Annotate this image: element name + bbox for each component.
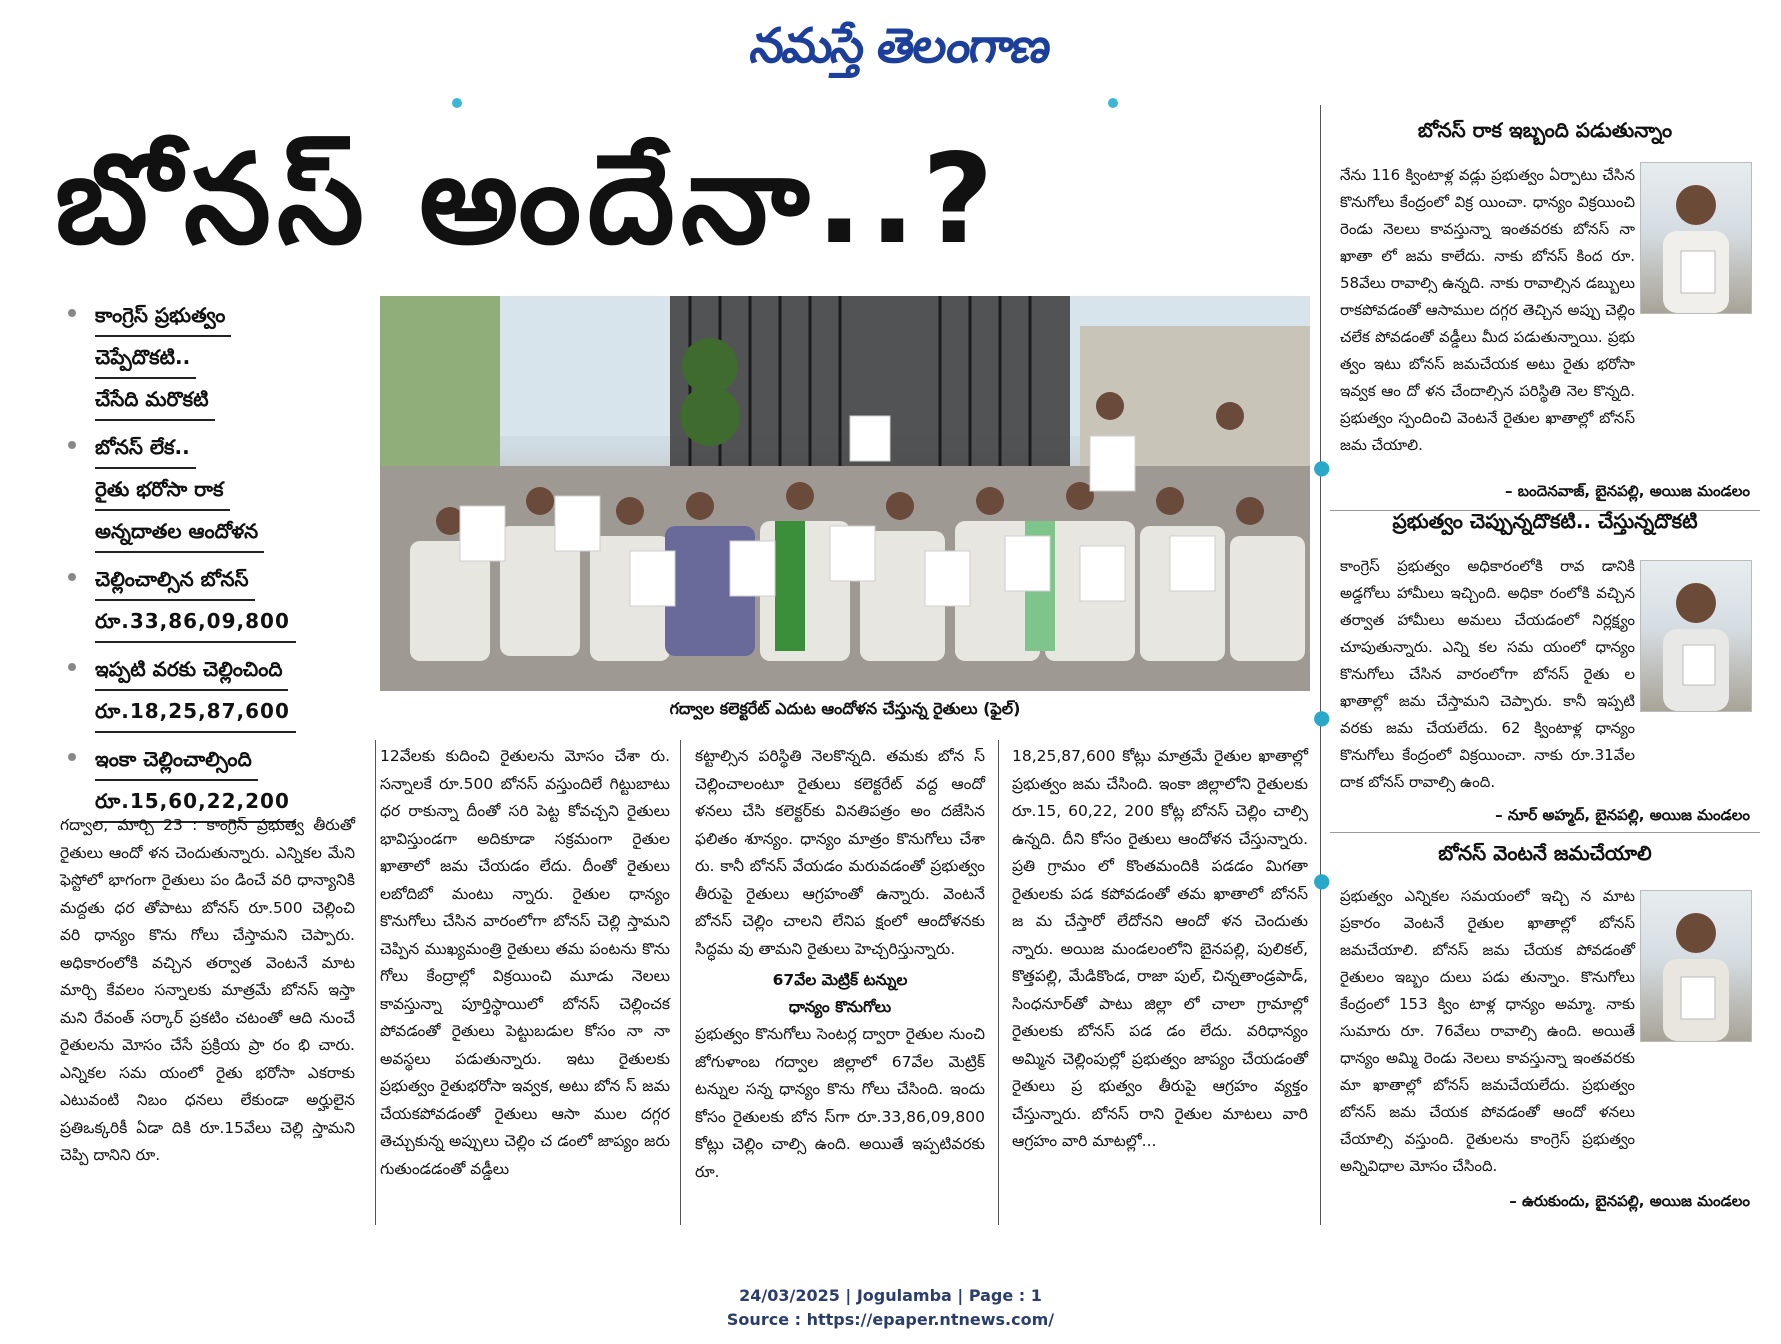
highlight-line: రైతు భరోసా రాక [95, 469, 230, 511]
footer-source-link[interactable]: Source : https://epaper.ntnews.com/ [726, 1310, 1055, 1329]
portrait-illustration [1641, 891, 1751, 1041]
article-column-1 [60, 812, 355, 1170]
sidebar-quote-signature: – ఉరుకుందు, బైనపల్లి, అయిజ మండలం [1509, 1192, 1750, 1210]
highlight-item [60, 295, 320, 421]
highlight-line: చెప్పేదొకటి.. [95, 337, 196, 379]
column-divider [680, 740, 681, 1225]
highlight-line: కాంగ్రెస్‌ ప్రభుత్వం [95, 295, 231, 337]
farmer-portrait [1640, 560, 1752, 712]
photo-illustration [380, 296, 1310, 691]
farmers-protest-photo [380, 296, 1310, 691]
leaf-icon: ● [1313, 868, 1331, 892]
sidebar-quote-title: బోనస్‌ వెంటనే జమచేయాలి [1438, 841, 1652, 865]
footer-edition-info: 24/03/2025 | Jogulamba | Page : 1 [739, 1286, 1042, 1305]
portrait-illustration [1641, 561, 1751, 711]
sidebar-quote-title: బోనస్‌ రాక ఇబ్బంది పడుతున్నాం [1417, 118, 1673, 142]
article-subhead [695, 967, 985, 1021]
farmer-portrait [1640, 162, 1752, 314]
highlight-item [60, 559, 320, 643]
highlight-amount: రూ.15,60,22,200 [95, 781, 296, 823]
highlight-amount: రూ.33,86,09,800 [95, 601, 296, 643]
sidebar-divider [1320, 105, 1321, 1225]
sidebar-quote-signature: – బందెనవాజ్‌, బైనపల్లి, అయిజ మండలం [1505, 482, 1750, 500]
sidebar-quote-text: నేను 116 క్వింటాళ్ల వడ్లు ప్రభుత్వం ఏర్పాటు చేసిన కొనుగోలు కేంద్రంలో విక్ర యించా. ధాన్యం విక్రయించి రెండు నెలలు కావస్తున్నా ఇంతవరకు బోనస్‌ నా ఖాతా లో జమ కాలేదు. నాకు బోనస్‌ కింద రూ. 58వేలు రావాల్సి ఉన్నది. నాకు రావాల్సిన డబ్బులు రాకపోవడంతో ఆసాముల దగ్గర తెచ్చిన అప్పు చెల్లిం చలేక పోవడంతో వడ్డీలు మీద పడుతున్నాయి. ప్రభు త్వం ఇటు బోనస్‌ జమచేయక అటు రైతు భరోసా ఇవ్వక ఆం దో ళన చేందాల్సిన పరిస్థితి నెల కొన్నది. ప్రభుత్వం స్పందించి వెంటనే రైతుల ఖాతాల్లో బోనస్‌ జమ చేయాలి. [1340, 166, 1635, 454]
article-column-4 [1012, 743, 1308, 1156]
highlight-line: అన్నదాతల ఆందోళన [95, 511, 264, 553]
decorative-dot [452, 98, 462, 108]
subhead-line: ధాన్యం కొనుగోలు [788, 998, 892, 1016]
article-text: గద్వాల, మార్చి 23 : కాంగ్రెస్‌ ప్రభుత్వ తీరుతో రైతులు ఆందో ళన చెందుతున్నారు. ఎన్నికల మేని ఫెస్టోలో భాగంగా రైతులు పం డించే వరి ధాన్యానికి మద్దతు ధర తోపాటు బోనస్‌ రూ.500 చెల్లించి వరి ధాన్యం కొను గోలు చేస్తామని చెప్పారు. అధికారంలోకి వచ్చిన తర్వాత వెంటనే మాట మార్చి కేవలం సన్నాలకు మాత్రమే బోనస్‌ ఇస్తా మని రేవంత్‌ సర్కార్‌ ప్రకటిం చటంతో ఆది నుంచే రైతులను మోసం చేసే ప్రక్రియ ప్రా రం భి చారు. ఎన్నికల సమ యంలో రైతు భరోసా ఎకరాకు ఎటువంటి నిబం ధనలు లేకుండా అర్హులైన ప్రతిఒక్కరికీ ఏడా దికి రూ.15వేలు చెల్లి స్తామని చెప్పి దానిని రూ. [60, 816, 355, 1164]
portrait-illustration [1641, 163, 1751, 313]
highlight-line: ఇంకా చెల్లించాల్సింది [95, 739, 258, 781]
highlights-list [60, 295, 320, 829]
subhead-line: 67వేల మెట్రిక్‌ టన్నుల [772, 971, 908, 989]
highlight-line: బోనస్‌ లేక.. [95, 427, 196, 469]
article-text: ప్రభుత్వం కొనుగోలు సెంటర్ల ద్వారా రైతుల నుంచి జోగుళాంబ గద్వాల జిల్లాలో 67వేల మెట్రిక్‌ టన్నుల సన్న ధాన్యం కొను గోలు చేసింది. ఇందు కోసం రైతులకు బోన స్‌గా రూ.33,86,09,800 కోట్లు చెల్లిం చాల్సి ఉంది. అయితే ఇప్పటివరకు రూ. [695, 1025, 985, 1181]
column-divider [375, 740, 376, 1225]
headline: బోనస్‌ అందేనా..? [55, 128, 1000, 272]
sidebar-quote-text: ప్రభుత్వం ఎన్నికల సమయంలో ఇచ్చి న మాట ప్రకారం వెంటనే రైతుల ఖాతాల్లో బోనస్‌ జమచేయాలి. బోనస్‌ జమ చేయక పోవడంతో రైతులం ఇబ్బం దులు పడు తున్నాం. కొనుగోలు కేంద్రంలో 153 క్విం టాళ్ల ధాన్యం అమ్మా. నాకు సుమారు రూ. 76వేలు రావాల్సి ఉంది. అయితే ధాన్యం అమ్మి రెండు నెలలు కావస్తున్నా ఇంతవరకు మా ఖాతాల్లో బోనస్‌ జమచేయలేదు. ప్రభుత్వం బోనస్‌ జమ చేయక పోవడంతో ఆందో ళనలు చేయాల్సి వస్తుంది. రైతులను కాంగ్రెస్‌ ప్రభుత్వం అన్నివిధాల మోసం చేసింది. [1340, 887, 1635, 1175]
article-column-2 [380, 743, 670, 1183]
highlight-line: ఇప్పటి వరకు చెల్లించింది [95, 649, 288, 691]
farmer-portrait [1640, 890, 1752, 1042]
decorative-dot [1108, 98, 1118, 108]
article-text: 18,25,87,600 కోట్లు మాత్రమే రైతుల ఖాతాల్లో ప్రభుత్వం జమ చేసింది. ఇంకా జిల్లాలోని రైతులకు రూ.15, 60,22, 200 కోట్ల బోనస్‌ చెల్లిం చాల్సి ఉన్నది. దీని కోసం రైతులు ఆందోళన చేస్తున్నారు. ప్రతి గ్రామం లో కొంతమందికి పడడం మిగతా రైతులకు పడ కపోవడంతో తమ ఖాతాలో బోనస్‌ జ మ చేస్తారో లేదోనని ఆందో ళన చెందుతు న్నారు. అయిజ మండలంలోని బైనపల్లి, పులికల్‌, కొత్తపల్లి, మేడికొండ, రాజా పుల్‌, చిన్నతాండ్రపాడ్‌, సింధనూర్‌తో పాటు జిల్లా లో చాలా గ్రామాల్లో రైతులకు బోనస్‌ పడ డం లేదు. వరిధాన్యం అమ్మిన చెల్లింపుల్లో ప్రభుత్వం జాప్యం చేయడంతో రైతులు ప్ర భుత్వం తీరుపై ఆగ్రహం వ్యక్తం చేస్తున్నారు. బోనస్‌ రాని రైతుల మాటలు వారి ఆగ్రహం వారి మాటల్లో... [1012, 747, 1308, 1150]
masthead-logo: నమస్తే తెలంగాణ [746, 18, 1054, 74]
column-divider [998, 740, 999, 1225]
highlight-line: చేసేది మరొకటి [95, 379, 215, 421]
highlight-line: చెల్లించాల్సిన బోనస్‌ [95, 559, 255, 601]
highlight-item [60, 739, 320, 823]
photo-caption: గద్వాల కలెక్టరేట్‌ ఎదుట ఆందోళన చేస్తున్న రైతులు (ఫైల్‌) [669, 699, 1021, 718]
article-column-3 [695, 743, 985, 1186]
highlight-amount: రూ.18,25,87,600 [95, 691, 296, 733]
sidebar-quote-title: ప్రభుత్వం చెప్పున్నదొకటి.. చేస్తున్నదొకటి [1392, 509, 1698, 533]
article-text: కట్టాల్సిన పరిస్థితి నెలకొన్నది. తమకు బోన స్‌ చెల్లించాలంటూ రైతులు కలెక్టరేట్‌ వద్ద ఆందో ళనలు చేసి కలెక్టర్‌కు వినతిపత్రం అం దజేసిన ఫలితం శూన్యం. ధాన్యం మాత్రం కొనుగోలు చేశా రు. కానీ బోనస్‌ వేయడం మరువడంతో ప్రభుత్వం తీరుపై రైతులు ఆగ్రహంతో ఉన్నారు. వెంటనే బోనస్‌ చెల్లిం చాలని లేనిప క్షంలో ఆందోళనకు సిద్ధమ వు తామని రైతులు హెచ్చరిస్తున్నారు. [695, 747, 985, 958]
highlight-item [60, 649, 320, 733]
sidebar-quote-text: కాంగ్రెస్‌ ప్రభుత్వం అధికారంలోకి రావ డానికి అడ్డగోలు హామీలు ఇచ్చింది. అధికా రంలోకి వచ్చిన తర్వాత హామీలు అమలు చేయడంలో నిర్లక్ష్యం చూపుతున్నారు. ఎన్ని కల సమ యంలో ధాన్యం కొనుగోలు చేసిన వారంలోగా బోనస్‌ రైతు ల ఖాతాల్లో జమ చేస్తామని చెప్పారు. కానీ ఇప్పటి వరకు జమ చేయలేదు. 62 క్వింటాళ్ల ధాన్యం కొనుగోలు కేంద్రంలో విక్రయించా. నాకు రూ.31వేల దాక బోనస్‌ రావాల్సి ఉంది. [1340, 557, 1635, 791]
leaf-icon: ● [1313, 705, 1331, 729]
sidebar-quote-signature: – నూర్‌ అహ్మద్‌, బైనపల్లి, అయిజ మండలం [1495, 806, 1750, 824]
highlight-item [60, 427, 320, 553]
article-text: 12వేలకు కుదించి రైతులను మోసం చేశా రు. సన్నాలకే రూ.500 బోనస్‌ వస్తుందిలే గిట్టుబాటు ధర రాకున్నా దీంతో సరి పెట్ట కోవచ్చని రైతులు భావిస్తుండగా అదికూడా సక్రమంగా రైతుల ఖాతాలో జమ చేయడం లేదు. దీంతో రైతులు లబోదిబో మంటు న్నారు. రైతుల ధాన్యం కొనుగోలు చేసిన వారంలోగా బోనస్‌ చెల్లి స్తామని చెప్పిన ముఖ్యమంత్రి రైతులు తమ పంటను కొను గోలు కేంద్రాల్లో విక్రయించి మూడు నెలలు కావస్తున్నా పూర్తిస్థాయిలో బోనస్‌ చెల్లించక పోవడంతో రైతులు పెట్టుబడుల కోసం నా నా అవస్థలు పడుతున్నారు. ఇటు రైతులకు ప్రభుత్వం రైతుభరోసా ఇవ్వక, అటు బోన స్‌ జమ చేయకపోవడంతో రైతులు ఆసా ముల దగ్గర తెచ్చుకున్న అప్పులు చెల్లిం చ డంలో జాప్యం జరు గుతుండడంతో వడ్డీలు [380, 747, 670, 1178]
leaf-icon: ● [1313, 455, 1331, 479]
sidebar-separator [1330, 832, 1760, 833]
